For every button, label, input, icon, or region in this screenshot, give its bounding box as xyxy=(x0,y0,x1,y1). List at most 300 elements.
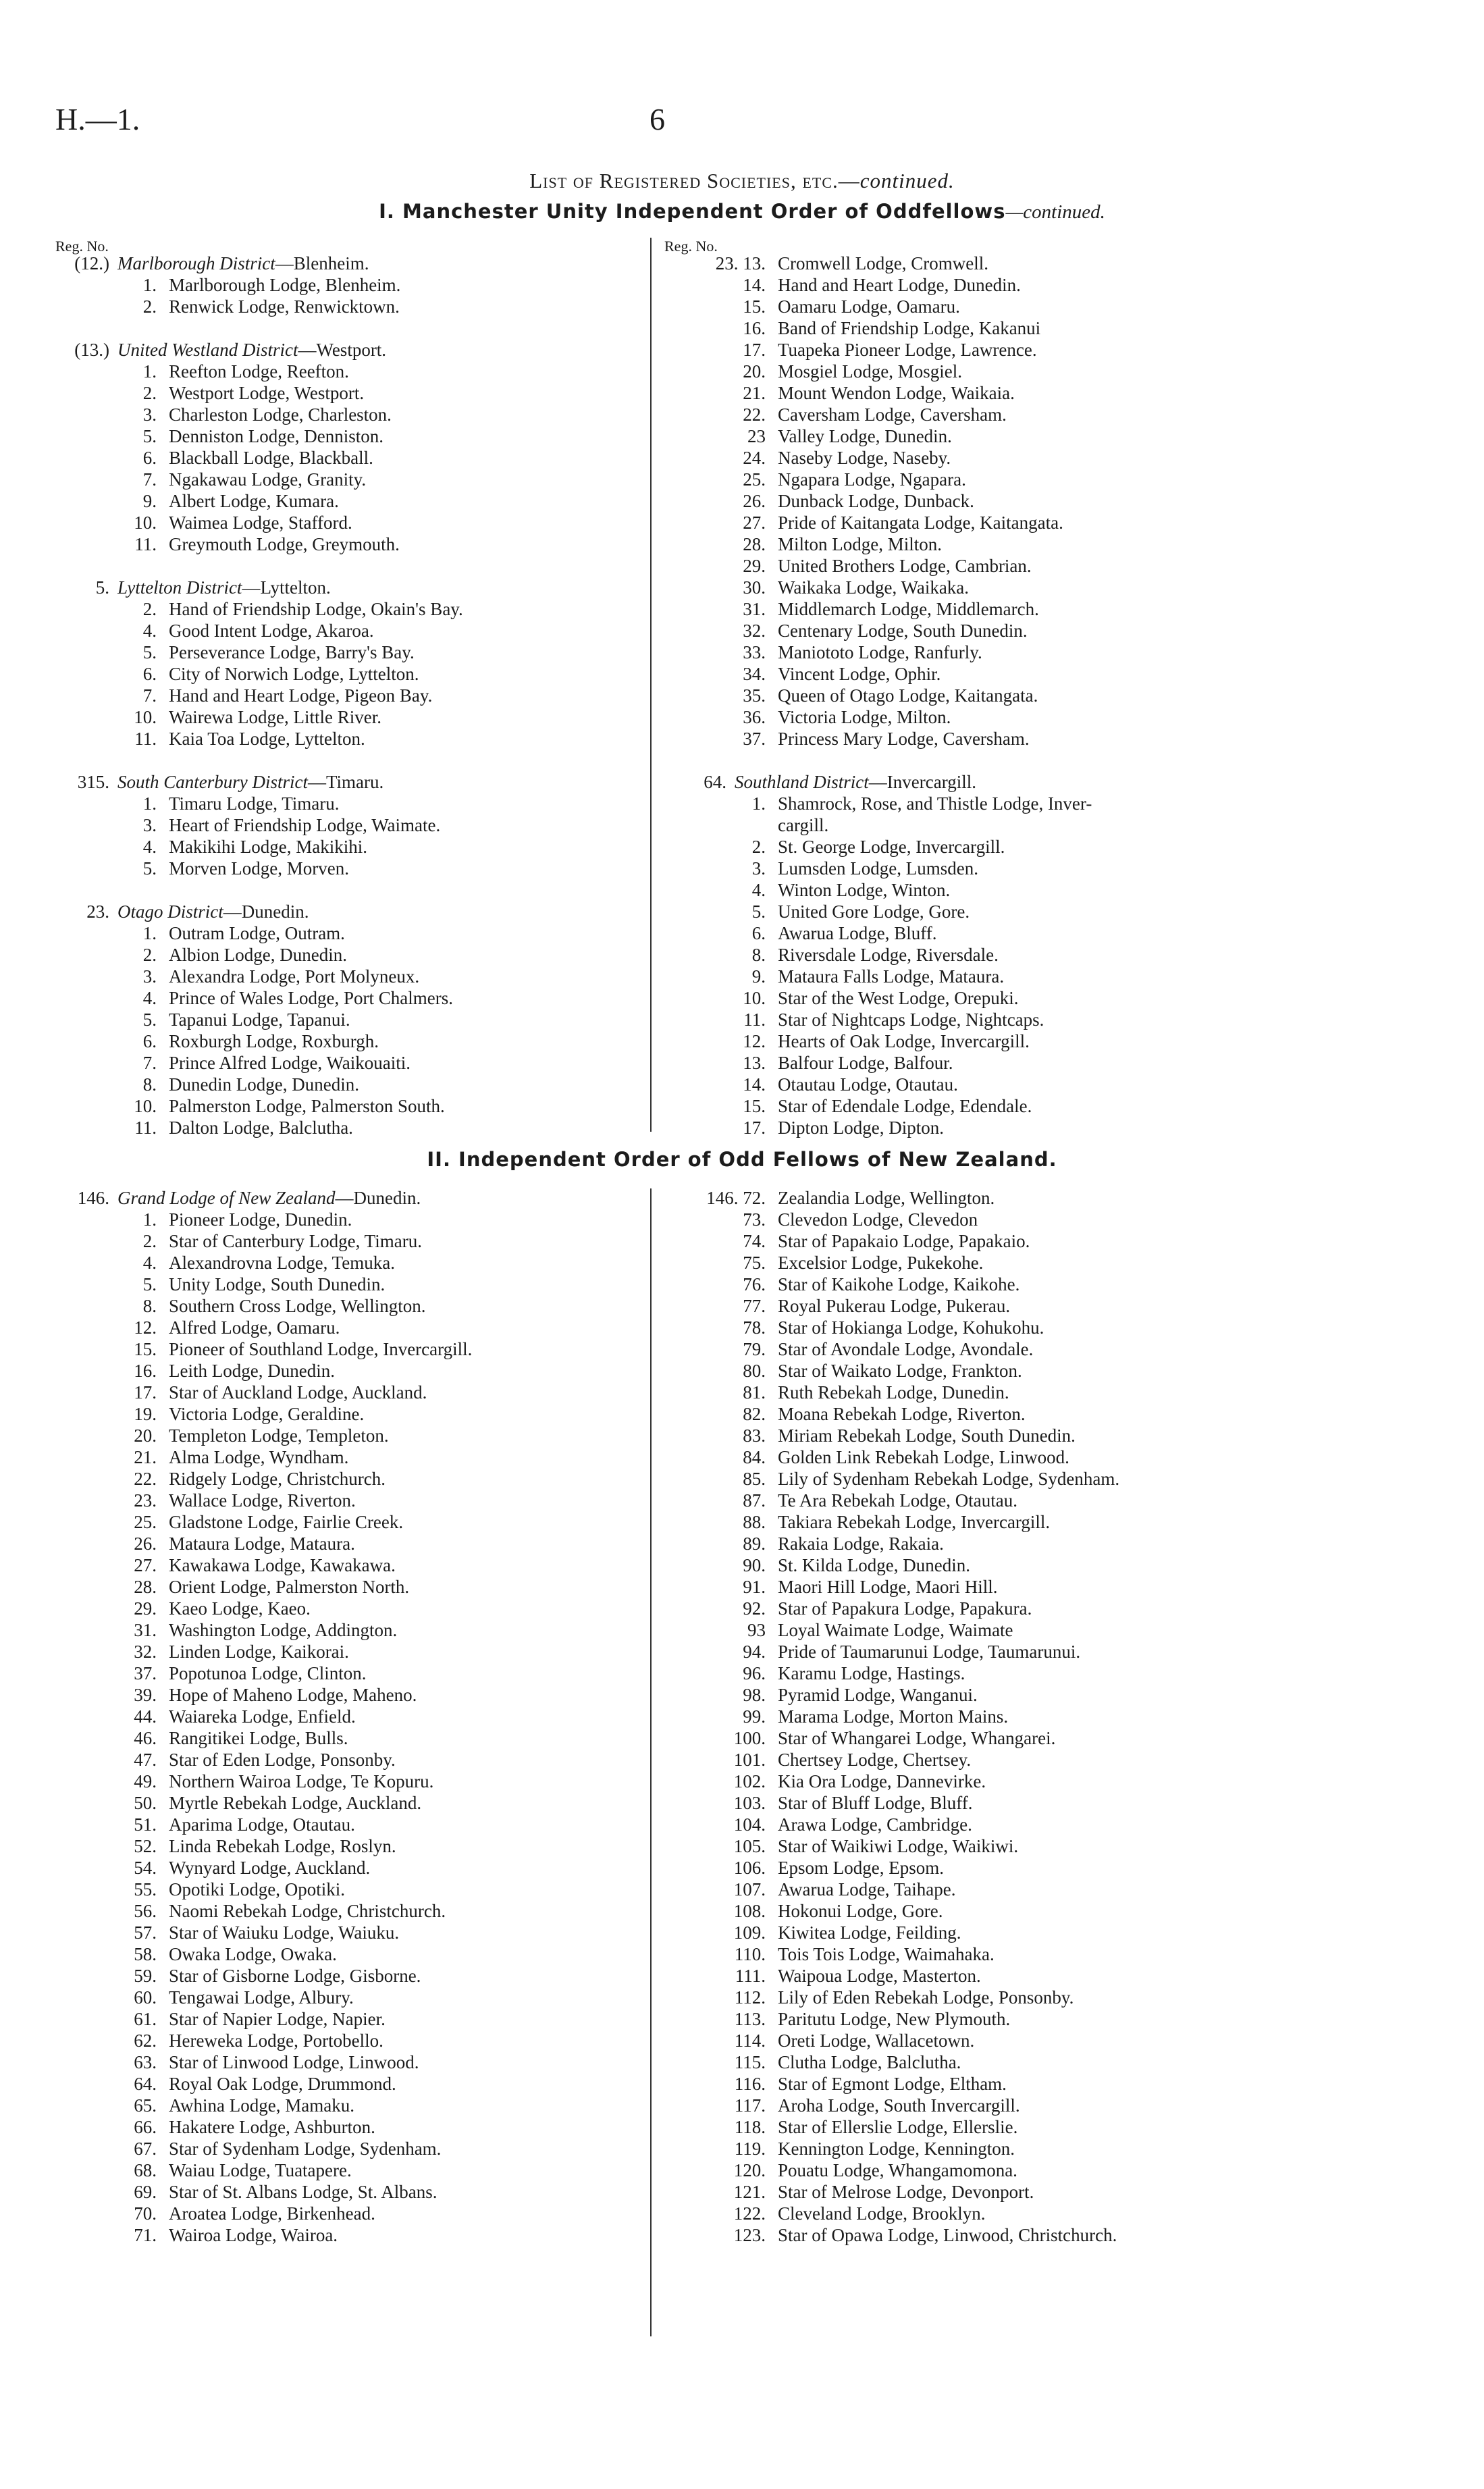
lodge-number: 87. xyxy=(743,1490,766,1511)
reg-number: 64. xyxy=(704,772,726,792)
lodge-entry xyxy=(55,966,636,987)
lodge-name: Hand and Heart Lodge, Pigeon Bay. xyxy=(169,685,433,706)
lodge-name: Alfred Lodge, Oamaru. xyxy=(169,1317,340,1338)
lodge-name: Pyramid Lodge, Wanganui. xyxy=(778,1685,978,1705)
lodge-entry xyxy=(55,2159,636,2181)
lodge-entry xyxy=(664,922,1272,944)
column-divider-2 xyxy=(650,1188,652,2336)
lodge-name: Dunback Lodge, Dunback. xyxy=(778,491,974,511)
lodge-name: Alexandra Lodge, Port Molyneux. xyxy=(169,966,420,987)
lodge-entry xyxy=(664,2203,1272,2224)
lodge-name: Star of the West Lodge, Orepuki. xyxy=(778,988,1019,1008)
lodge-name: Star of Papakaio Lodge, Papakaio. xyxy=(778,1231,1030,1251)
lodge-number: 117. xyxy=(734,2095,766,2116)
district-location: —Westport. xyxy=(298,340,387,360)
lodge-number: 23 xyxy=(747,426,766,446)
district-name xyxy=(109,1187,421,1209)
lodge-entry xyxy=(55,2073,636,2095)
lodge-entry xyxy=(664,1360,1272,1382)
lodge-name: Hereweka Lodge, Portobello. xyxy=(169,2031,383,2051)
lodge-name: St. Kilda Lodge, Dunedin. xyxy=(778,1555,970,1575)
lodge-number: 121. xyxy=(733,2182,766,2202)
lodge-number: 75. xyxy=(743,1253,766,1273)
lodge-entry xyxy=(664,2095,1272,2116)
district-name xyxy=(109,253,369,274)
lodge-name: Oamaru Lodge, Oamaru. xyxy=(778,296,960,317)
lodge-number: 60. xyxy=(134,1987,157,2008)
lodge-number: 20. xyxy=(743,361,766,382)
lodge-entry xyxy=(55,2030,636,2051)
lodge-number: 3. xyxy=(142,404,157,425)
district-heading xyxy=(55,901,636,922)
lodge-entry xyxy=(55,1576,636,1598)
lodge-entry xyxy=(664,1490,1272,1511)
lodge-number: 12. xyxy=(134,1317,157,1338)
lodge-entry xyxy=(55,533,636,555)
lodge-number: 54. xyxy=(134,1858,157,1878)
lodge-entry xyxy=(664,1511,1272,1533)
lodge-number: 62. xyxy=(134,2031,157,2051)
lodge-number: 16. xyxy=(743,318,766,338)
lodge-entry xyxy=(55,1727,636,1749)
lodge-entry xyxy=(55,1052,636,1074)
lodge-entry xyxy=(664,533,1272,555)
district-location: —Dunedin. xyxy=(335,1188,421,1208)
lodge-entry xyxy=(664,641,1272,663)
lodge-entry xyxy=(664,598,1272,620)
lodge-name: Waimea Lodge, Stafford. xyxy=(169,513,352,533)
lodge-name: Hearts of Oak Lodge, Invercargill. xyxy=(778,1031,1030,1051)
lodge-number: 36. xyxy=(743,707,766,727)
lodge-number: 21. xyxy=(134,1447,157,1467)
lodge-number: 93 xyxy=(747,1620,766,1640)
lodge-name: Hand and Heart Lodge, Dunedin. xyxy=(778,275,1021,295)
district-location: —Lyttelton. xyxy=(242,577,331,598)
lodge-number: 26. xyxy=(743,491,766,511)
lodge-name: Lily of Sydenham Rebekah Lodge, Sydenham. xyxy=(778,1469,1120,1489)
lodge-name: Golden Link Rebekah Lodge, Linwood. xyxy=(778,1447,1069,1467)
lodge-number: 59. xyxy=(134,1966,157,1986)
lodge-number: 1. xyxy=(142,793,157,814)
lodge-number: 70. xyxy=(134,2203,157,2224)
lodge-entry xyxy=(664,1814,1272,1835)
district-name xyxy=(726,771,976,793)
lodge-name: Queen of Otago Lodge, Kaitangata. xyxy=(778,685,1038,706)
lodge-number: 11. xyxy=(134,534,157,554)
lodge-entry xyxy=(55,1009,636,1030)
lodge-name: Rangitikei Lodge, Bulls. xyxy=(169,1728,348,1748)
lodge-name: Te Ara Rebekah Lodge, Otautau. xyxy=(778,1490,1017,1511)
lodge-entry xyxy=(664,1252,1272,1274)
lodge-name: Kawakawa Lodge, Kawakawa. xyxy=(169,1555,396,1575)
lodge-number: 21. xyxy=(743,383,766,403)
lodge-number: 5. xyxy=(142,1274,157,1294)
lodge-name: Tuapeka Pioneer Lodge, Lawrence. xyxy=(778,340,1037,360)
lodge-name: Centenary Lodge, South Dunedin. xyxy=(778,621,1028,641)
lodge-number: 6. xyxy=(142,1031,157,1051)
lodge-number: 100. xyxy=(733,1728,766,1748)
district-title: Lyttelton District xyxy=(117,577,242,598)
lodge-entry xyxy=(664,361,1272,382)
lodge-entry xyxy=(55,1641,636,1662)
section1-title-suffix: —continued. xyxy=(1005,201,1105,223)
lodge-number: 32. xyxy=(743,621,766,641)
lodge-number: 22. xyxy=(743,404,766,425)
lodge-number: 22. xyxy=(134,1469,157,1489)
lodge-number: 96. xyxy=(743,1663,766,1683)
lodge-entry xyxy=(664,1425,1272,1446)
lodge-number: 1. xyxy=(142,275,157,295)
lodge-name: Marama Lodge, Morton Mains. xyxy=(778,1706,1009,1727)
lodge-name: Pride of Kaitangata Lodge, Kaitangata. xyxy=(778,513,1063,533)
lodge-name: Renwick Lodge, Renwicktown. xyxy=(169,296,400,317)
lodge-number: 5. xyxy=(142,858,157,879)
lodge-number: 73. xyxy=(743,1209,766,1230)
lodge-name: Roxburgh Lodge, Roxburgh. xyxy=(169,1031,379,1051)
lodge-entry xyxy=(55,1511,636,1533)
lodge-entry xyxy=(664,1074,1272,1095)
reg-number: (12.) xyxy=(74,253,109,273)
lodge-entry xyxy=(664,296,1272,317)
lodge-entry xyxy=(55,1252,636,1274)
lodge-number: 67. xyxy=(134,2139,157,2159)
lodge-entry xyxy=(55,1317,636,1338)
column-divider-1 xyxy=(650,238,652,1132)
lodge-entry xyxy=(664,317,1272,339)
lodge-number: 89. xyxy=(743,1534,766,1554)
lodge-name: Caversham Lodge, Caversham. xyxy=(778,404,1007,425)
lodge-name: Ridgely Lodge, Christchurch. xyxy=(169,1469,386,1489)
lodge-number: 106. xyxy=(733,1858,766,1878)
lodge-name: Ngapara Lodge, Ngapara. xyxy=(778,469,966,490)
lodge-name: Mataura Lodge, Mataura. xyxy=(169,1534,355,1554)
lodge-number: 5. xyxy=(751,901,766,922)
lodge-number: 119. xyxy=(734,2139,766,2159)
district-title: South Canterbury District xyxy=(117,772,308,792)
lodge-number: 11. xyxy=(134,1118,157,1138)
lodge-name: Clevedon Lodge, Clevedon xyxy=(778,1209,978,1230)
lodge-name: Pride of Taumarunui Lodge, Taumarunui. xyxy=(778,1642,1081,1662)
lodge-number: 81. xyxy=(743,1382,766,1403)
section2-left-column xyxy=(55,1187,636,2246)
lodge-number: 2. xyxy=(142,296,157,317)
lodge-number: 79. xyxy=(743,1339,766,1359)
lodge-number: 44. xyxy=(134,1706,157,1727)
lodge-number: 101. xyxy=(733,1750,766,1770)
lodge-number: 11. xyxy=(743,1010,766,1030)
lodge-number: 39. xyxy=(134,1685,157,1705)
lodge-number: 7. xyxy=(142,1053,157,1073)
lodge-number: 49. xyxy=(134,1771,157,1791)
lodge-entry xyxy=(664,966,1272,987)
lodge-entry xyxy=(664,793,1272,814)
lodge-number: 99. xyxy=(743,1706,766,1727)
lodge-name: cargill. xyxy=(778,815,829,835)
lodge-entry xyxy=(664,1576,1272,1598)
lodge-entry xyxy=(664,1009,1272,1030)
lodge-number: 15. xyxy=(743,296,766,317)
lodge-name: Albion Lodge, Dunedin. xyxy=(169,945,347,965)
lodge-entry xyxy=(664,858,1272,879)
lodge-name: Albert Lodge, Kumara. xyxy=(169,491,339,511)
lodge-entry xyxy=(55,2138,636,2159)
lodge-entry xyxy=(55,1382,636,1403)
lodge-name: Star of Avondale Lodge, Avondale. xyxy=(778,1339,1034,1359)
lodge-name: Kiwitea Lodge, Feilding. xyxy=(778,1922,961,1943)
district-heading xyxy=(55,771,636,793)
lodge-number: 33. xyxy=(743,642,766,662)
lodge-name: Royal Oak Lodge, Drummond. xyxy=(169,2074,396,2094)
lodge-number: 56. xyxy=(134,1901,157,1921)
lodge-entry xyxy=(55,685,636,706)
lodge-entry xyxy=(55,1446,636,1468)
section1-left-column xyxy=(55,253,636,1138)
lodge-entry xyxy=(664,1771,1272,1792)
lodge-name: Zealandia Lodge, Wellington. xyxy=(778,1188,995,1208)
lodge-number: 118. xyxy=(734,2117,766,2137)
lodge-name: Palmerston Lodge, Palmerston South. xyxy=(169,1096,445,1116)
lodge-entry xyxy=(664,2224,1272,2246)
lodge-number: 25. xyxy=(134,1512,157,1532)
lodge-entry xyxy=(664,1295,1272,1317)
lodge-name: Star of Waikato Lodge, Frankton. xyxy=(778,1361,1022,1381)
lodge-number: 8. xyxy=(751,945,766,965)
lodge-entry xyxy=(55,858,636,879)
lodge-number: 80. xyxy=(743,1361,766,1381)
lodge-entry xyxy=(55,1490,636,1511)
lodge-entry xyxy=(664,382,1272,404)
lodge-entry xyxy=(55,1403,636,1425)
lodge-name: Royal Pukerau Lodge, Pukerau. xyxy=(778,1296,1011,1316)
lodge-number: 3. xyxy=(751,858,766,879)
lodge-number: 37. xyxy=(134,1663,157,1683)
district-title: Otago District xyxy=(117,901,223,922)
lodge-name: Star of Waiuku Lodge, Waiuku. xyxy=(169,1922,400,1943)
lodge-entry xyxy=(55,296,636,317)
lodge-name: Popotunoa Lodge, Clinton. xyxy=(169,1663,367,1683)
lodge-entry xyxy=(664,2030,1272,2051)
lodge-entry xyxy=(664,1095,1272,1117)
district-location: —Dunedin. xyxy=(223,901,309,922)
lodge-entry xyxy=(55,836,636,858)
lodge-name: Star of Hokianga Lodge, Kohukohu. xyxy=(778,1317,1044,1338)
lodge-entry xyxy=(55,1684,636,1706)
lodge-entry xyxy=(664,987,1272,1009)
lodge-name: Winton Lodge, Winton. xyxy=(778,880,951,900)
lodge-name: Pioneer Lodge, Dunedin. xyxy=(169,1209,352,1230)
lodge-name: Gladstone Lodge, Fairlie Creek. xyxy=(169,1512,404,1532)
lodge-entry xyxy=(55,663,636,685)
lodge-entry xyxy=(664,836,1272,858)
lodge-entry xyxy=(55,490,636,512)
lodge-name: Otautau Lodge, Otautau. xyxy=(778,1074,958,1095)
lodge-entry xyxy=(664,490,1272,512)
lodge-entry xyxy=(55,1792,636,1814)
lodge-entry xyxy=(664,1879,1272,1900)
lodge-entry xyxy=(55,793,636,814)
lodge-number: 116. xyxy=(734,2074,766,2094)
lodge-number: 17. xyxy=(743,1118,766,1138)
district-title: United Westland District xyxy=(117,340,298,360)
lodge-entry xyxy=(664,274,1272,296)
lodge-entry xyxy=(55,2203,636,2224)
district-name xyxy=(109,577,331,598)
lodge-number: 46. xyxy=(134,1728,157,1748)
lodge-name: Maniototo Lodge, Ranfurly. xyxy=(778,642,982,662)
lodge-name: United Gore Lodge, Gore. xyxy=(778,901,970,922)
lodge-entry xyxy=(55,382,636,404)
lodge-name: Star of Kaikohe Lodge, Kaikohe. xyxy=(778,1274,1020,1294)
lodge-name: Star of Nightcaps Lodge, Nightcaps. xyxy=(778,1010,1044,1030)
lodge-entry xyxy=(664,1598,1272,1619)
lodge-number: 123. xyxy=(733,2225,766,2245)
lodge-name: Oreti Lodge, Wallacetown. xyxy=(778,2031,975,2051)
lodge-name: Vincent Lodge, Ophir. xyxy=(778,664,941,684)
lodge-number: 14. xyxy=(743,1074,766,1095)
lodge-number: 2. xyxy=(142,599,157,619)
lodge-number: 17. xyxy=(743,340,766,360)
lodge-number: 108. xyxy=(733,1901,766,1921)
reg-number: (13.) xyxy=(74,340,109,360)
lodge-name: Star of Eden Lodge, Ponsonby. xyxy=(169,1750,396,1770)
reg-number: 5. xyxy=(95,577,109,598)
lodge-number: 4. xyxy=(142,621,157,641)
lodge-name: Tapanui Lodge, Tapanui. xyxy=(169,1010,350,1030)
lodge-number: 65. xyxy=(134,2095,157,2116)
lodge-entry xyxy=(664,1468,1272,1490)
lodge-name: Reefton Lodge, Reefton. xyxy=(169,361,349,382)
lodge-number: 35. xyxy=(743,685,766,706)
lodge-name: Awarua Lodge, Taihape. xyxy=(778,1879,956,1900)
lodge-name: Victoria Lodge, Milton. xyxy=(778,707,951,727)
lodge-name: Naseby Lodge, Naseby. xyxy=(778,448,951,468)
lodge-number: 30. xyxy=(743,577,766,598)
lodge-name: Leith Lodge, Dunedin. xyxy=(169,1361,335,1381)
lodge-name: Star of Whangarei Lodge, Whangarei. xyxy=(778,1728,1056,1748)
lodge-entry xyxy=(664,685,1272,706)
lodge-entry xyxy=(55,1209,636,1230)
lodge-name: Riversdale Lodge, Riversdale. xyxy=(778,945,999,965)
lodge-entry xyxy=(664,253,1272,274)
lodge-name: Star of Canterbury Lodge, Timaru. xyxy=(169,1231,422,1251)
lodge-number: 2. xyxy=(751,837,766,857)
lodge-entry xyxy=(55,1095,636,1117)
lodge-number: 4. xyxy=(142,1253,157,1273)
lodge-entry xyxy=(55,1425,636,1446)
district-name xyxy=(109,901,309,922)
lodge-number: 63. xyxy=(134,2052,157,2072)
lodge-name: Hope of Maheno Lodge, Maheno. xyxy=(169,1685,417,1705)
lodge-number: 10. xyxy=(134,707,157,727)
lodge-number: 50. xyxy=(134,1793,157,1813)
lodge-entry xyxy=(664,2116,1272,2138)
lodge-entry xyxy=(664,1641,1272,1662)
lodge-number: 17. xyxy=(134,1382,157,1403)
lodge-name: Linden Lodge, Kaikorai. xyxy=(169,1642,349,1662)
lodge-number: 16. xyxy=(134,1361,157,1381)
lodge-entry xyxy=(55,404,636,425)
lodge-name: Miriam Rebekah Lodge, South Dunedin. xyxy=(778,1425,1076,1446)
lodge-entry xyxy=(664,1382,1272,1403)
lodge-number: 84. xyxy=(743,1447,766,1467)
lodge-entry xyxy=(664,1446,1272,1468)
lodge-number: 11. xyxy=(134,729,157,749)
lodge-name: Star of Linwood Lodge, Linwood. xyxy=(169,2052,419,2072)
lodge-name: Dunedin Lodge, Dunedin. xyxy=(169,1074,359,1095)
reg-no-label-left: Reg. No. xyxy=(55,238,109,255)
lodge-name: Marlborough Lodge, Blenheim. xyxy=(169,275,401,295)
lodge-entry xyxy=(664,2159,1272,2181)
lodge-name: Star of Gisborne Lodge, Gisborne. xyxy=(169,1966,421,1986)
lodge-number: 111. xyxy=(735,1966,766,1986)
lodge-number: 51. xyxy=(134,1814,157,1835)
lodge-number: 7. xyxy=(142,685,157,706)
lodge-name: Blackball Lodge, Blackball. xyxy=(169,448,373,468)
lodge-number: 6. xyxy=(142,664,157,684)
lodge-entry xyxy=(664,1030,1272,1052)
lodge-name: Ruth Rebekah Lodge, Dunedin. xyxy=(778,1382,1009,1403)
lodge-number: 2. xyxy=(142,383,157,403)
lodge-number: 47. xyxy=(134,1750,157,1770)
lodge-name: Takiara Rebekah Lodge, Invercargill. xyxy=(778,1512,1051,1532)
lodge-name: United Brothers Lodge, Cambrian. xyxy=(778,556,1032,576)
list-spacer xyxy=(55,317,636,339)
lodge-name: Tengawai Lodge, Albury. xyxy=(169,1987,354,2008)
section2-title: II. Independent Order of Odd Fellows of New Zealand. xyxy=(427,1148,1057,1171)
lodge-number: 8. xyxy=(142,1074,157,1095)
lodge-name: Wairoa Lodge, Wairoa. xyxy=(169,2225,338,2245)
lodge-name: Orient Lodge, Palmerston North. xyxy=(169,1577,410,1597)
lodge-entry xyxy=(664,339,1272,361)
lodge-name: Star of Melrose Lodge, Devonport. xyxy=(778,2182,1034,2202)
lodge-name: Templeton Lodge, Templeton. xyxy=(169,1425,389,1446)
lodge-name: Paritutu Lodge, New Plymouth. xyxy=(778,2009,1011,2029)
lodge-name: Outram Lodge, Outram. xyxy=(169,923,345,943)
lodge-entry xyxy=(55,1857,636,1879)
lodge-number: 12. xyxy=(743,1031,766,1051)
lodge-name: Star of Napier Lodge, Napier. xyxy=(169,2009,386,2029)
lodge-number: 105. xyxy=(733,1836,766,1856)
lodge-name: Hand of Friendship Lodge, Okain's Bay. xyxy=(169,599,463,619)
lodge-entry xyxy=(664,620,1272,641)
lodge-number: 5. xyxy=(142,1010,157,1030)
lodge-entry xyxy=(664,1117,1272,1138)
lodge-name: Hokonui Lodge, Gore. xyxy=(778,1901,943,1921)
lodge-number: 1. xyxy=(142,923,157,943)
lodge-entry xyxy=(55,641,636,663)
lodge-name: Victoria Lodge, Geraldine. xyxy=(169,1404,365,1424)
lodge-entry xyxy=(55,1338,636,1360)
lodge-name: Waipoua Lodge, Masterton. xyxy=(778,1966,981,1986)
lodge-entry xyxy=(55,1987,636,2008)
lodge-entry xyxy=(664,469,1272,490)
lodge-entry xyxy=(55,598,636,620)
lodge-entry xyxy=(55,944,636,966)
list-title xyxy=(0,169,1484,193)
lodge-entry xyxy=(55,1295,636,1317)
lodge-number: 4. xyxy=(751,880,766,900)
lodge-name: Star of Opawa Lodge, Linwood, Christchurch. xyxy=(778,2225,1117,2245)
lodge-number: 61. xyxy=(134,2009,157,2029)
lodge-number: 3. xyxy=(142,966,157,987)
lodge-entry xyxy=(55,512,636,533)
lodge-number: 15. xyxy=(134,1339,157,1359)
lodge-number: 109. xyxy=(733,1922,766,1943)
lodge-name: Kennington Lodge, Kennington. xyxy=(778,2139,1015,2159)
lodge-name: Clutha Lodge, Balclutha. xyxy=(778,2052,961,2072)
reg-number: 315. xyxy=(77,772,109,792)
lodge-entry xyxy=(664,555,1272,577)
